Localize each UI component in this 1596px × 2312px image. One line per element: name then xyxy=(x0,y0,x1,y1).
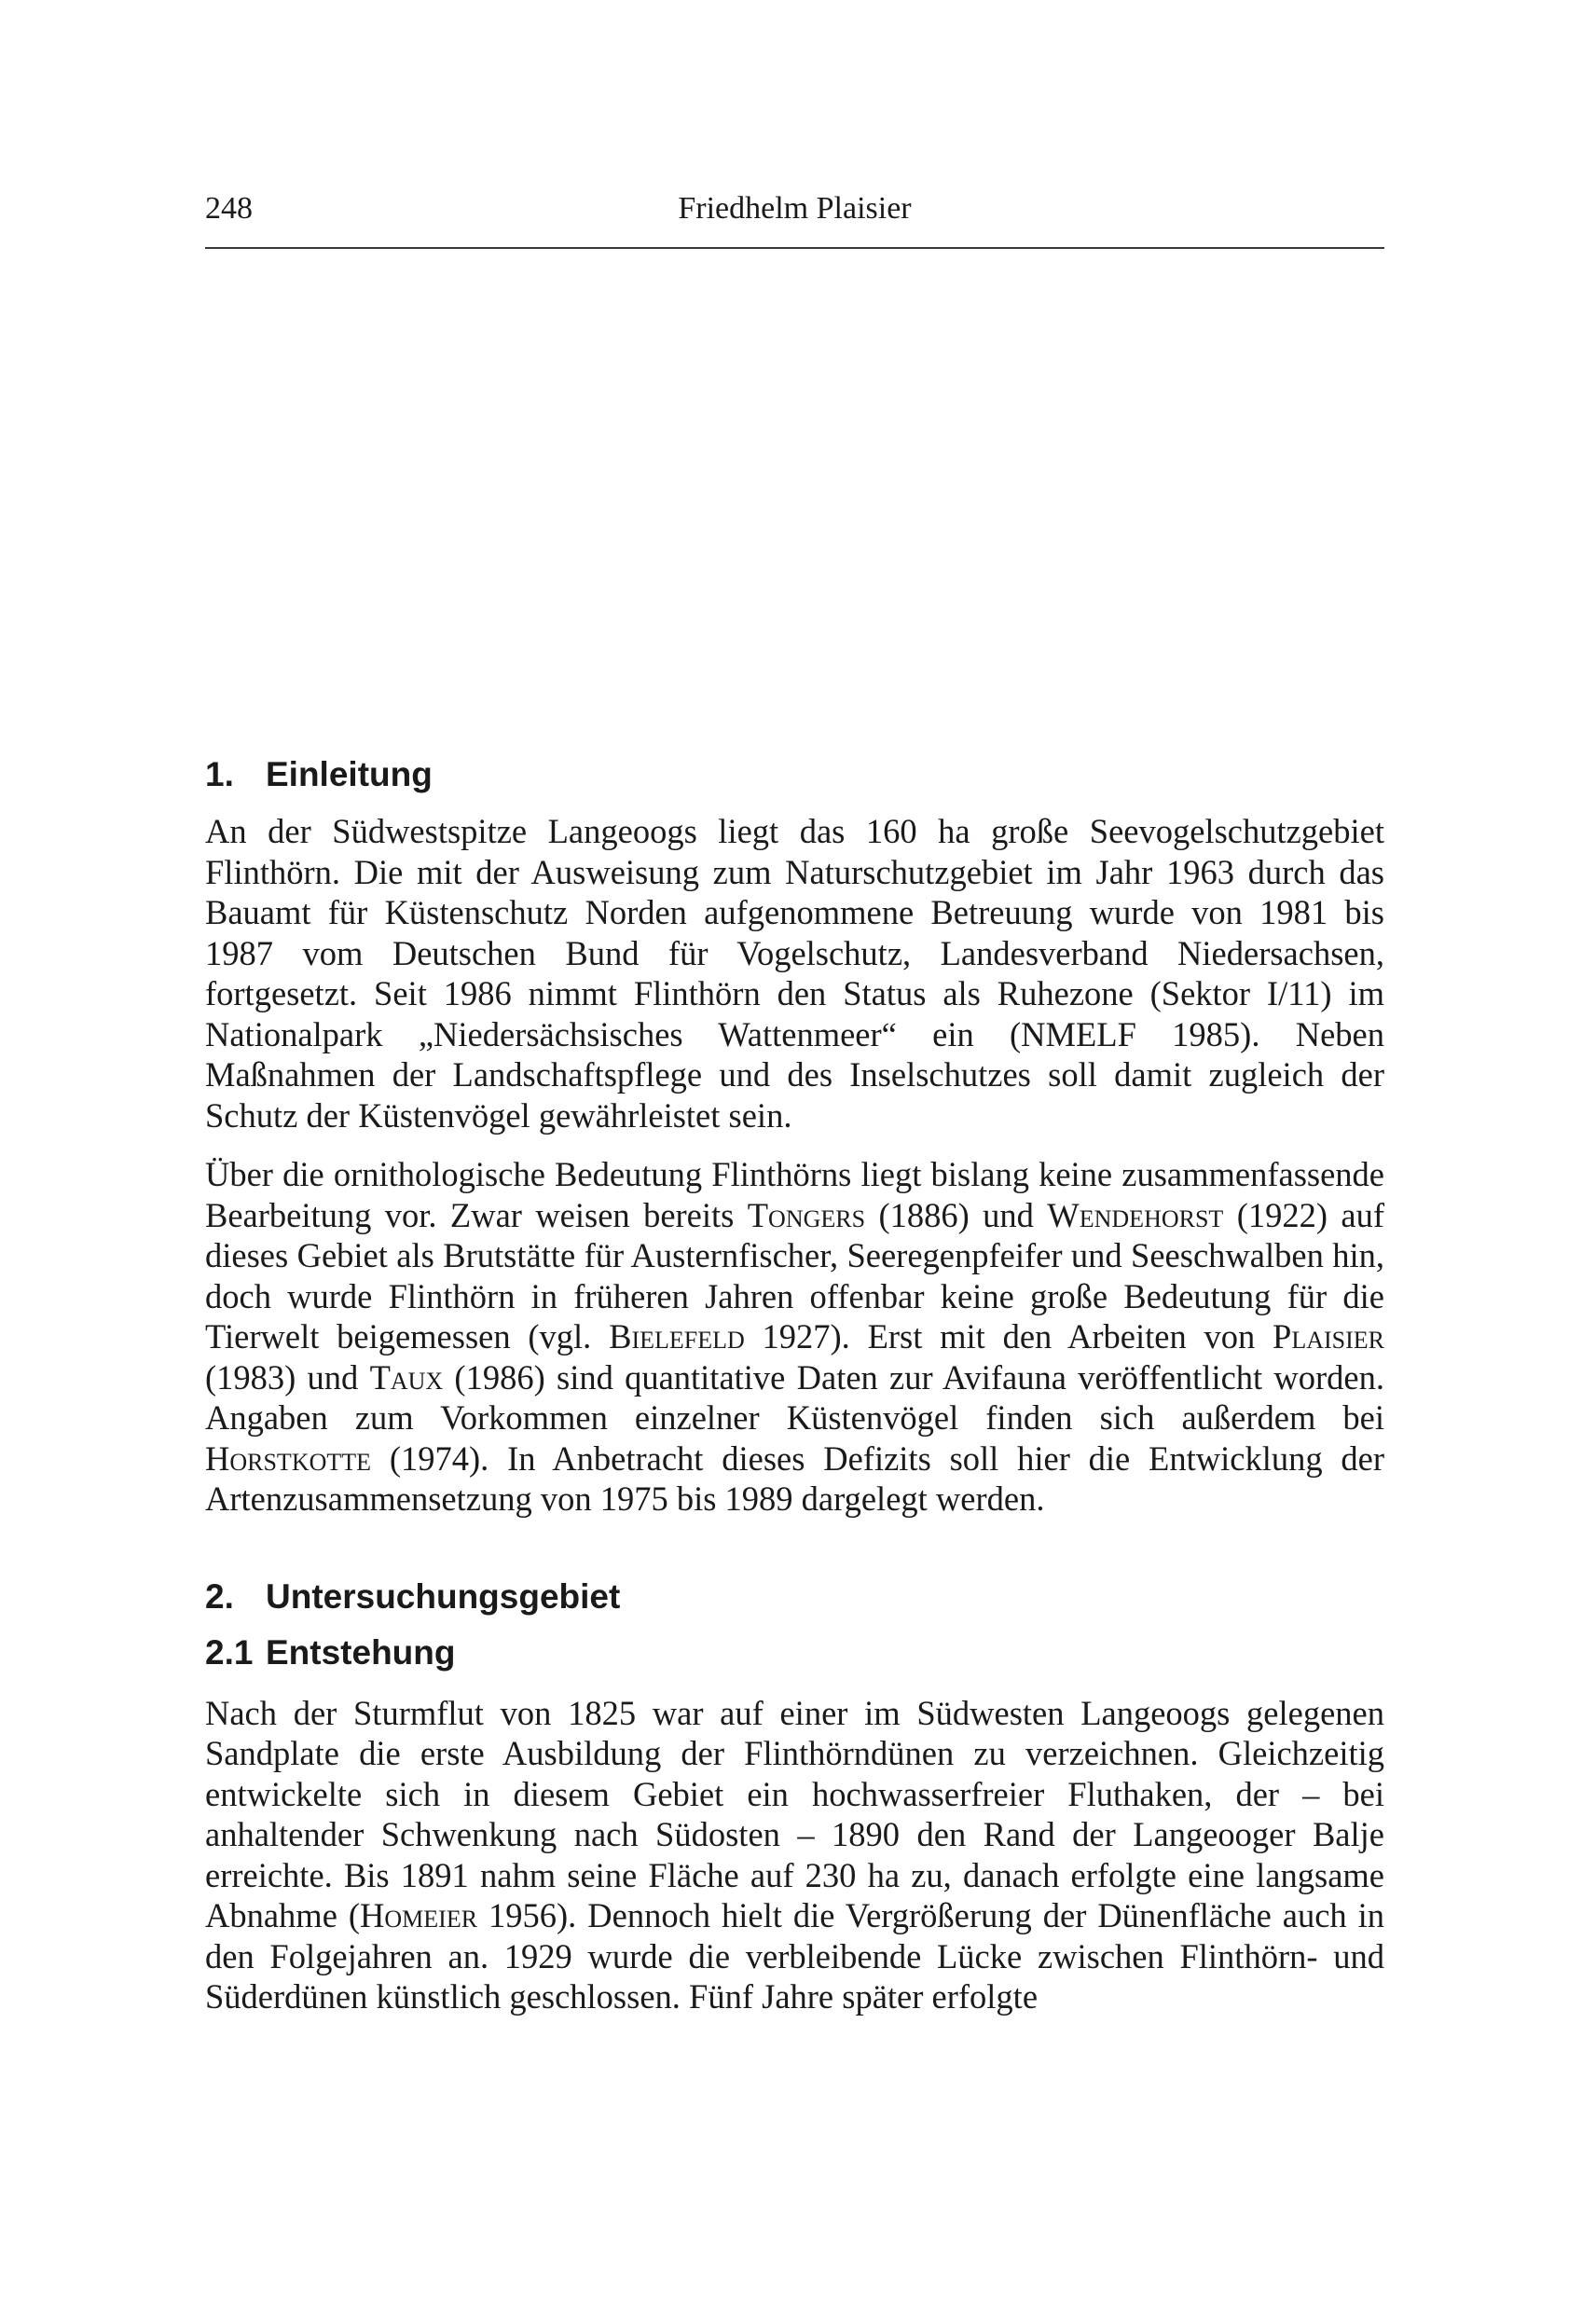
page-number: 248 xyxy=(205,191,253,226)
text-run: (1983) und xyxy=(205,1357,370,1397)
author-citation: Wendehorst xyxy=(1047,1195,1224,1234)
text-run: (1922) auf dieses Gebiet als Brutstätte für Austernfischer, Seeregenpfeifer und Seeschwalben hin, doch wurde Flinthörn in früheren Jahren offenbar keine große Bedeutung für die Tierwelt beigemessen (vgl. xyxy=(205,1195,1385,1356)
section-title: Entstehung xyxy=(266,1632,456,1672)
text-run: Über die ornithologische Bedeutung Flinthörns liegt bislang keine zusammenfassende Bearbeitung vor. Zwar weisen bereits xyxy=(205,1155,1384,1234)
author-citation: Plaisier xyxy=(1273,1317,1385,1356)
section-number: 2. xyxy=(205,1576,234,1616)
body-text xyxy=(205,755,1384,2017)
subsection-heading-entstehung xyxy=(205,1633,1384,1672)
header-rule xyxy=(205,247,1384,249)
text-run: (1974). In Anbetracht dieses Defizits soll hier die Entwicklung der Artenzusammensetzung von 1975 bis 1989 dargelegt werden. xyxy=(205,1438,1384,1518)
section-heading-untersuchungsgebiet xyxy=(205,1577,1384,1617)
page-header xyxy=(205,191,1384,247)
author-citation: Homeier xyxy=(360,1896,478,1934)
text-run: Nach der Sturmflut von 1825 war auf einer im Südwesten Langeoogs gelegenen Sandplate die erste Ausbildung der Flinthörndünen zu verzeichnen. Gleichzeitig entwickelte sich in diesem Gebiet ein hochwasserfreier Fluthaken, der – bei anhaltender Schwenkung nach Südosten – 1890 den Rand der Langeooger Balje erreichte. Bis 1891 nahm seine Fläche auf 230 ha zu, danach erfolgte eine langsame Abnahme ( xyxy=(205,1693,1384,1934)
author-citation: Tongers xyxy=(747,1195,866,1234)
section-number: 2.1 xyxy=(205,1632,254,1672)
section-number: 1. xyxy=(205,755,234,793)
author-citation: Bielefeld xyxy=(609,1317,745,1356)
running-head: Friedhelm Plaisier xyxy=(678,191,912,226)
text-run: (1886) und xyxy=(865,1195,1048,1234)
paragraph xyxy=(205,1693,1384,2017)
text-run: 1956). Dennoch hielt die Vergrößerung der Dünenfläche auch in den Folgejahren an. 1929 wurde die verbleibende Lücke zwischen Flinthörn- und Süderdünen künstlich geschlossen. Fünf Jahre später erfolgte xyxy=(205,1896,1384,2016)
section-title: Untersuchungsgebiet xyxy=(266,1576,621,1616)
author-citation: Taux xyxy=(369,1357,444,1397)
text-run: 1927). Erst mit den Arbeiten von xyxy=(744,1317,1273,1356)
section-heading-einleitung xyxy=(205,755,1384,794)
paragraph: An der Südwestspitze Langeoogs liegt das 160 ha große Seevogelschutzgebiet Flinthörn. Die mit der Ausweisung zum Naturschutzgebiet im Jahr 1963 durch das Bauamt für Küstenschutz Norden aufgenommene Betreuung wurde von 1981 bis 1987 vom Deutschen Bund für Vogelschutz, Landesverband Niedersachsen, fortgesetzt. Seit 1986 nimmt Flinthörn den Status als Ruhezone (Sektor I/11) im Nationalpark „Niedersächsisches Wattenmeer“ ein (NMELF 1985). Neben Maßnahmen der Landschaftspflege und des Inselschutzes soll damit zugleich der Schutz der Küstenvögel gewährleistet sein. xyxy=(205,812,1384,1135)
author-citation: Horstkotte xyxy=(205,1438,372,1478)
paragraph xyxy=(205,1154,1384,1520)
section-title: Einleitung xyxy=(266,755,433,793)
text-run: (1986) sind quantitative Daten zur Avifauna veröffentlicht worden. Angaben zum Vorkommen einzelner Küstenvögel finden sich außerdem bei xyxy=(205,1357,1385,1437)
